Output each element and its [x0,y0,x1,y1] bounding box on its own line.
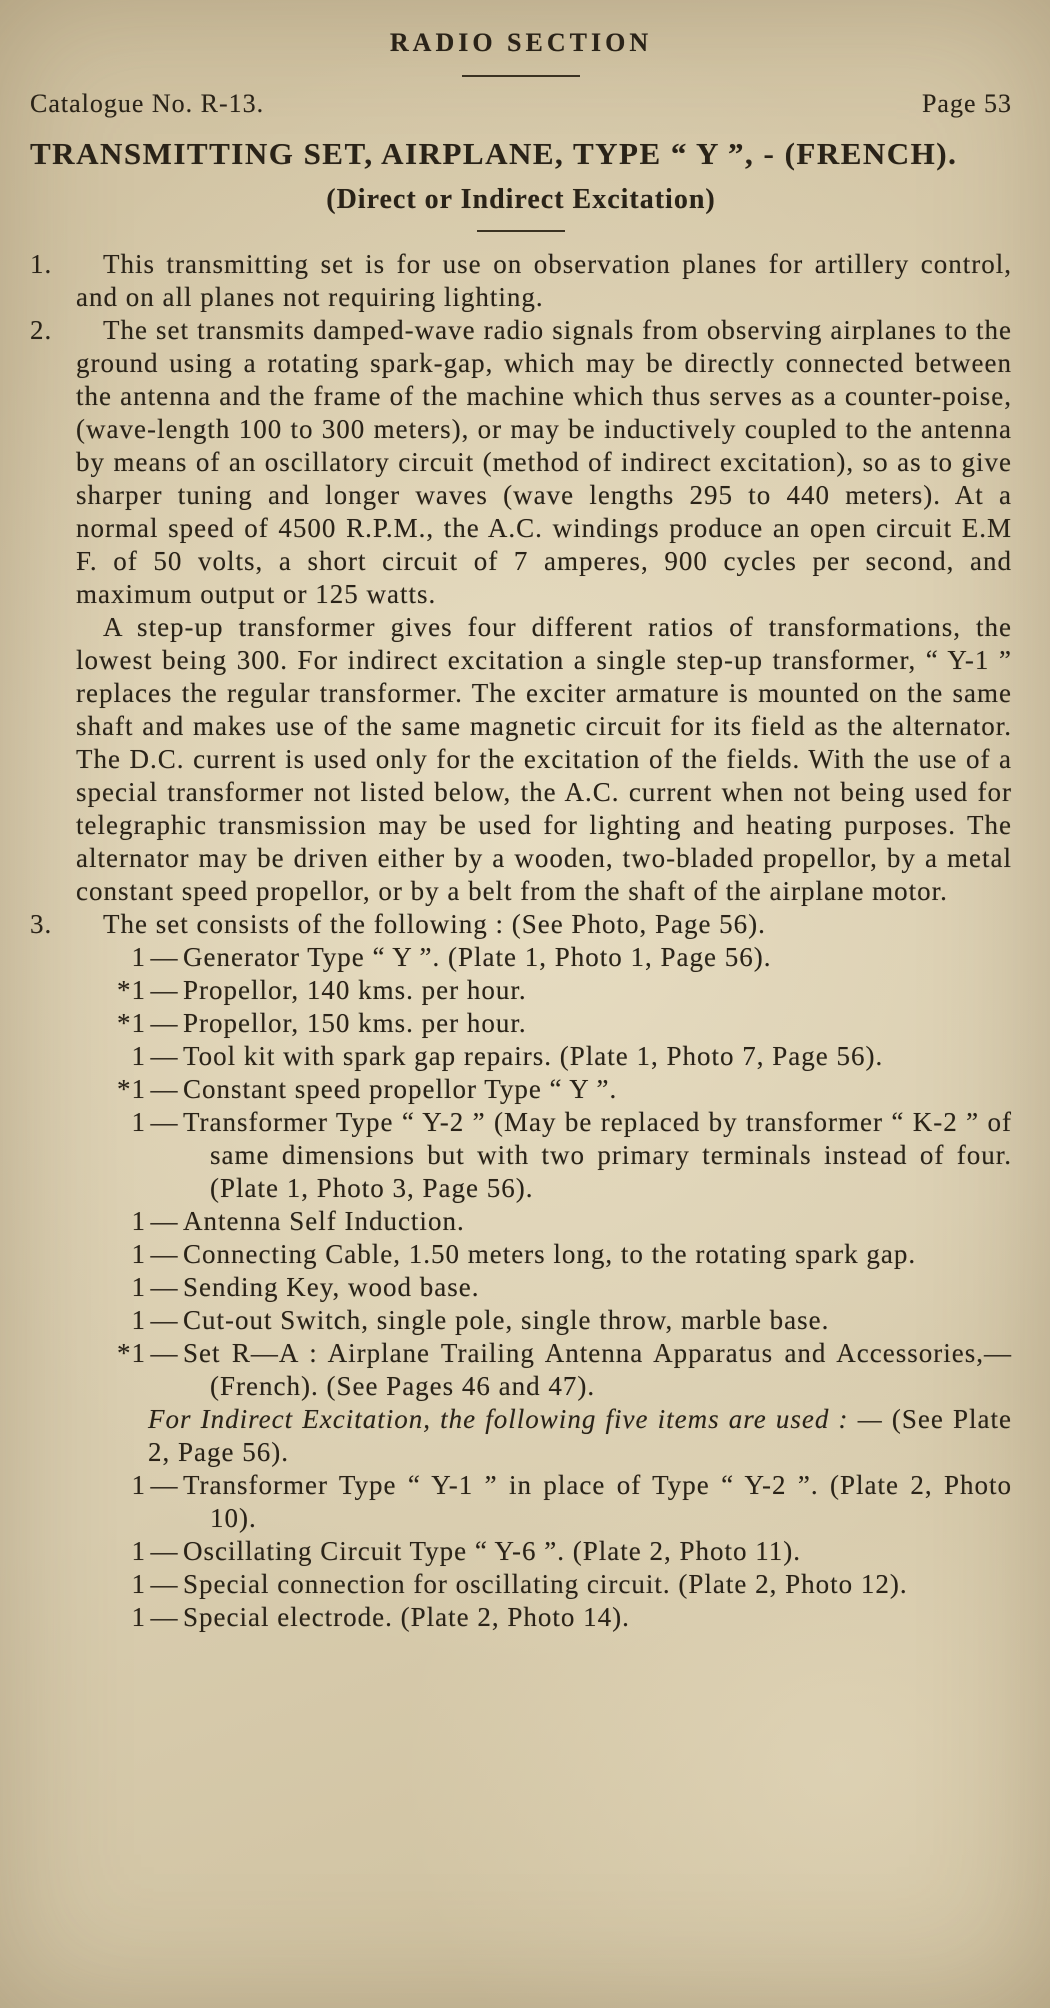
item-dash: — [150,1206,179,1236]
list-item [30,1568,1012,1601]
paragraph-text: The set transmits damped-wave radio signals from observing airplanes to the ground using a rotating spark-gap, which may be directly connected between the antenna and the frame of the machine which thus serves as a counter-poise, (wave-length 100 to 300 meters), or may be inductively coupled to the antenna by means of an oscillatory circuit (method of indirect excitation), so as to give sharper tuning and longer waves (wave lengths 295 to 440 meters). At a normal speed of 4500 R.P.M., the A.C. windings produce an open circuit E.M F. of 50 volts, a short circuit of 7 amperes, 900 cycles per second, and maximum output or 125 watts. [76,315,1012,609]
item-dash: — [150,1272,179,1302]
item-text: Generator Type “ Y ”. (Plate 1, Photo 1, Page 56). [183,942,772,972]
list-item [30,974,1012,1007]
indirect-note-italic: For Indirect Excitation, the following five items are used : — [148,1404,892,1434]
paragraph-text: A step-up transformer gives four different ratios of transformations, the lowest being 300. For indirect excitation a single step-up transformer, “ Y-1 ” replaces the regular transformer. The exciter armature is mounted on the same shaft and makes use of the same magnetic circuit for its field as the alternator. The D.C. current is used only for the excitation of the fields. With the use of a special transformer not listed below, the A.C. current when not being used for telegraphic transmission may be used for lighting and heating purposes. The alternator may be driven either by a wooden, two-bladed propellor, by a metal constant speed propellor, or by a belt from the shaft of the airplane motor. [76,612,1012,906]
item-dash: — [150,1074,179,1104]
page-number: Page 53 [921,89,1012,118]
paragraph-text: This transmitting set is for use on observation planes for artillery control, and on all planes not requiring lighting. [76,249,1012,312]
item-quantity: 1 [131,1602,146,1632]
item-text: Connecting Cable, 1.50 meters long, to the rotating spark gap. [183,1239,917,1269]
indirect-excitation-list [30,1469,1012,1634]
item-text: Set R—A : Airplane Trailing Antenna Apparatus and Accessories,—(French). (See Pages 46 and 47). [183,1338,1012,1401]
item-dash: — [150,1239,179,1269]
document-body [30,248,1012,1634]
paragraph [30,248,1012,314]
item-dash: — [150,1470,179,1500]
header-divider [462,75,580,77]
equipment-list [30,941,1012,1403]
item-dash: — [150,1305,179,1335]
paragraph-number: 1. [30,249,53,279]
paragraph-number: 2. [30,315,53,345]
item-quantity: *1 [117,1074,146,1104]
item-quantity: 1 [131,1305,146,1335]
indirect-note-roman: (See Plate 2, Page 56). [148,1404,1012,1467]
item-text: Transformer Type “ Y-1 ” in place of Type “ Y-2 ”. (Plate 2, Photo 10). [183,1470,1012,1533]
item-dash: — [150,942,179,972]
list-item [30,1205,1012,1238]
item-dash: — [150,1008,179,1038]
indirect-excitation-note [148,1403,1012,1469]
item-quantity: 1 [131,1536,146,1566]
item-quantity: 1 [131,1569,146,1599]
list-item [30,1601,1012,1634]
document-subtitle: (Direct or Indirect Excitation) [326,184,716,215]
list-item [30,1073,1012,1106]
list-item [30,1469,1012,1535]
item-quantity: *1 [117,975,146,1005]
list-item [30,1238,1012,1271]
item-text: Cut-out Switch, single pole, single throw, marble base. [183,1305,830,1335]
meta-row [30,87,1012,120]
item-quantity: 1 [131,1107,146,1137]
paragraph [30,611,1012,908]
item-quantity: *1 [117,1008,146,1038]
list-item [30,1337,1012,1403]
item-text: Tool kit with spark gap repairs. (Plate 1, Photo 7, Page 56). [183,1041,884,1071]
item-dash: — [150,1107,179,1137]
catalogue-number: Catalogue No. R-13. [30,89,265,118]
section-header: RADIO SECTION [389,28,653,57]
paragraph [30,908,1012,941]
item-text: Constant speed propellor Type “ Y ”. [183,1074,618,1104]
item-quantity: 1 [131,1239,146,1269]
item-text: Propellor, 140 kms. per hour. [183,975,527,1005]
list-item [30,1271,1012,1304]
item-quantity: 1 [131,1041,146,1071]
item-dash: — [150,1602,179,1632]
item-dash: — [150,1536,179,1566]
paragraph-text: The set consists of the following : (See Photo, Page 56). [103,909,766,939]
item-text: Oscillating Circuit Type “ Y-6 ”. (Plate 2, Photo 11). [183,1536,802,1566]
list-item [30,941,1012,974]
document-title: TRANSMITTING SET, AIRPLANE, TYPE “ Y ”, - (FRENCH). [30,136,958,171]
item-text: Special connection for oscillating circuit. (Plate 2, Photo 12). [183,1569,908,1599]
item-quantity: 1 [131,1272,146,1302]
list-item [30,1304,1012,1337]
item-text: Antenna Self Induction. [183,1206,465,1236]
list-item [30,1535,1012,1568]
item-dash: — [150,975,179,1005]
item-dash: — [150,1338,179,1368]
list-item [30,1040,1012,1073]
subtitle-divider [477,230,565,232]
item-dash: — [150,1569,179,1599]
item-dash: — [150,1041,179,1071]
item-text: Special electrode. (Plate 2, Photo 14). [183,1602,630,1632]
paragraph-number [30,611,76,908]
item-quantity: 1 [131,942,146,972]
item-text: Sending Key, wood base. [183,1272,480,1302]
item-quantity: *1 [117,1338,146,1368]
list-item [30,1007,1012,1040]
paragraph-number: 3. [30,909,53,939]
item-quantity: 1 [131,1206,146,1236]
paragraph [30,314,1012,611]
item-text: Propellor, 150 kms. per hour. [183,1008,527,1038]
list-item [30,1106,1012,1205]
item-quantity: 1 [131,1470,146,1500]
item-text: Transformer Type “ Y-2 ” (May be replaced by transformer “ K-2 ” of same dimensions but with two primary terminals instead of four. (Plate 1, Photo 3, Page 56). [183,1107,1012,1203]
